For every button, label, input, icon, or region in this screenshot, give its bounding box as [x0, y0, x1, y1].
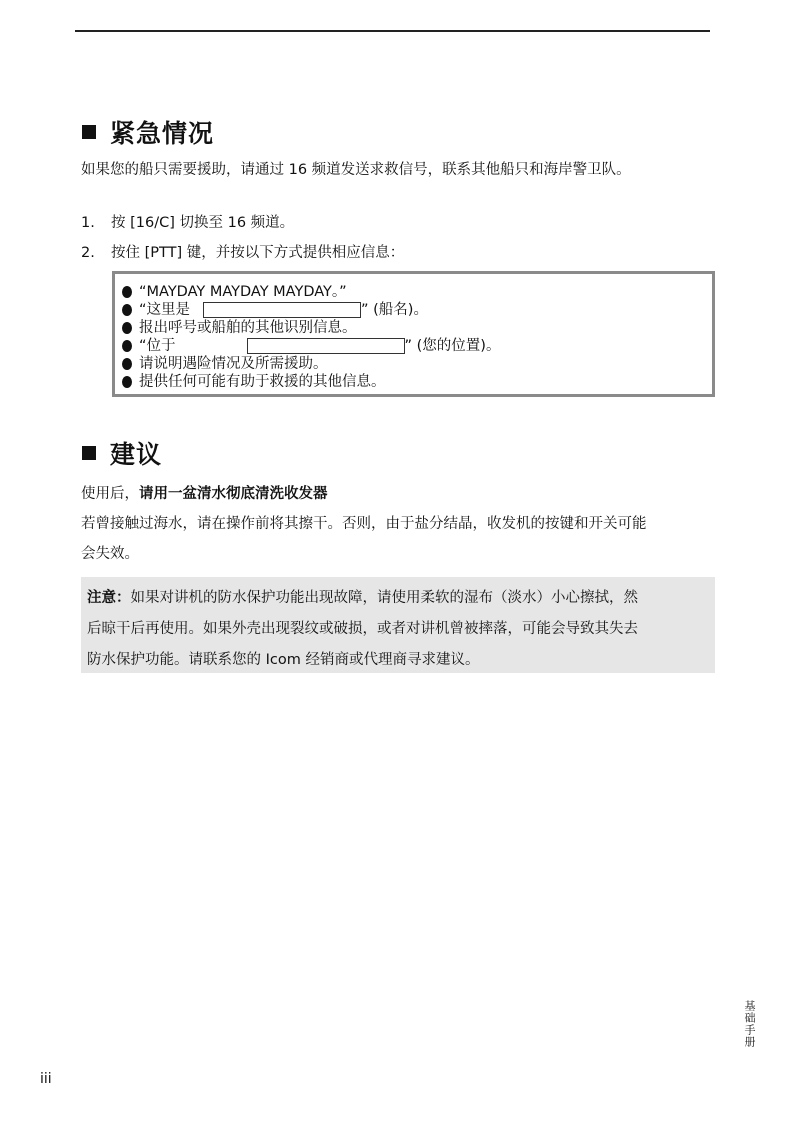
heading-text: 建议 — [110, 440, 163, 469]
advice-bold-text: 请用一盆清水彻底清洗收发器 — [139, 486, 328, 502]
step-text: 按住 [PTT] 键，并按以下方式提供相应信息： — [111, 245, 405, 261]
bullet-dot-icon — [122, 322, 132, 334]
vessel-name-blank — [203, 302, 361, 318]
vessel-name-line: “这里是 ” (船名)。 — [122, 301, 428, 319]
section-heading-advice — [82, 435, 162, 471]
square-bullet-icon — [82, 446, 96, 460]
other-info-line: 提供任何可能有助于救援的其他信息。 — [122, 373, 386, 391]
bullet-dot-icon — [122, 340, 132, 352]
note-box — [81, 577, 715, 673]
step-number: 1. — [81, 215, 95, 231]
step-2 — [81, 241, 404, 262]
note-line-1: 注意：如果对讲机的防水保护功能出现故障，请使用柔软的湿布（淡水）小心擦拭，然 — [87, 590, 638, 606]
emergency-intro: 如果您的船只需要援助，请通过 16 频道发送求救信号，联系其他船只和海岸警卫队。 — [81, 162, 631, 178]
page-number: iii — [40, 1071, 52, 1087]
heading-text: 紧急情况 — [110, 119, 215, 148]
distress-line: 请说明遇险情况及所需援助。 — [122, 355, 328, 373]
step-number: 2. — [81, 245, 95, 261]
note-line-3: 防水保护功能。请联系您的 Icom 经销商或代理商寻求建议。 — [87, 652, 480, 668]
section-heading-emergency — [82, 114, 214, 150]
call-sign-line: 报出呼号或船舶的其他识别信息。 — [122, 319, 357, 337]
position-blank — [247, 338, 405, 354]
bullet-dot-icon — [122, 304, 132, 316]
advice-line-1: 使用后，请用一盆清水彻底清洗收发器 — [81, 486, 328, 502]
note-line-2: 后晾干后再使用。如果外壳出现裂纹或破损，或者对讲机曾被摔落，可能会导致其失去 — [87, 621, 638, 637]
note-label: 注意： — [87, 590, 131, 606]
bullet-dot-icon — [122, 358, 132, 370]
mayday-message-box — [112, 271, 715, 397]
advice-line-3: 会失效。 — [81, 546, 139, 562]
advice-line-2: 若曾接触过海水，请在操作前将其擦干。否则，由于盐分结晶，收发机的按键和开关可能 — [81, 516, 647, 532]
bullet-dot-icon — [122, 376, 132, 388]
step-text: 按 [16/C] 切换至 16 频道。 — [111, 215, 295, 231]
square-bullet-icon — [82, 125, 96, 139]
bullet-dot-icon — [122, 286, 132, 298]
header-rule — [75, 30, 710, 32]
side-tab-label: 基础手册 — [743, 1000, 756, 1048]
mayday-line: “MAYDAY MAYDAY MAYDAY。” — [122, 283, 347, 301]
position-line: “位于 ” (您的位置)。 — [122, 337, 500, 355]
step-1 — [81, 211, 294, 232]
